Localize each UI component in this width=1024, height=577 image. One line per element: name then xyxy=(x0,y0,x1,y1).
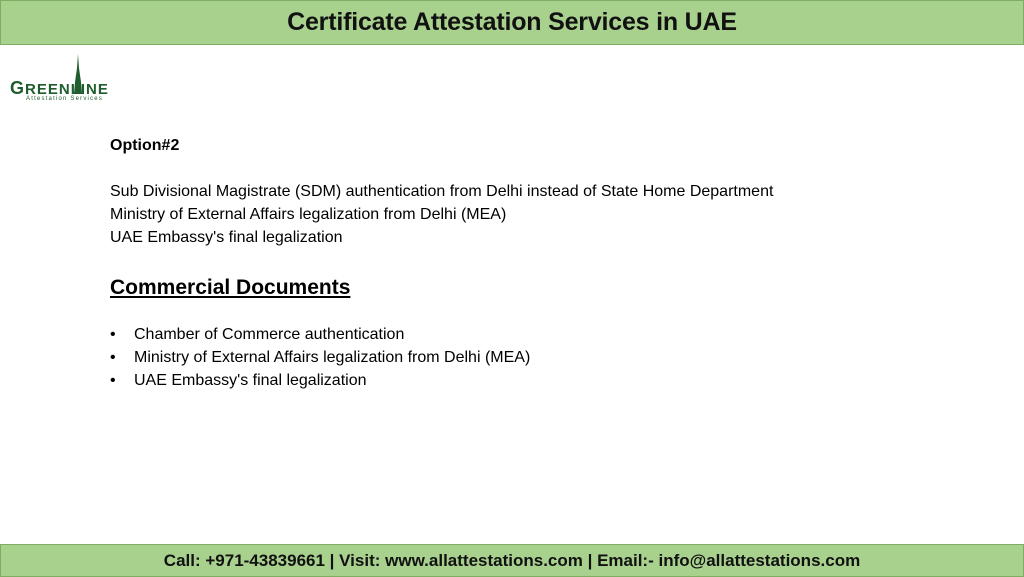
list-item: • UAE Embassy's final legalization xyxy=(110,369,990,392)
logo-wordmark: GREENLINE xyxy=(10,78,109,98)
section-heading: Commercial Documents xyxy=(110,276,351,299)
title-banner xyxy=(0,0,1024,45)
page-title: Certificate Attestation Services in UAE xyxy=(287,8,737,36)
greenline-logo xyxy=(10,54,110,106)
logo-tagline: Attestation Services xyxy=(26,96,104,102)
step-line: Ministry of External Affairs legalization from Delhi (MEA) xyxy=(110,206,507,223)
list-item: • Ministry of External Affairs legalization from Delhi (MEA) xyxy=(110,346,990,369)
list-item: • Chamber of Commerce authentication xyxy=(110,323,990,346)
contact-footer xyxy=(0,544,1024,577)
option-label: Option#2 xyxy=(110,137,180,154)
commercial-steps-list xyxy=(110,323,990,392)
step-line: UAE Embassy's final legalization xyxy=(110,229,343,246)
main-content xyxy=(110,134,990,392)
step-line: Sub Divisional Magistrate (SDM) authentication from Delhi instead of State Home Department xyxy=(110,183,774,200)
contact-text: Call: +971-43839661 | Visit: www.allattestations.com | Email:- info@allattestations.com xyxy=(163,550,861,570)
